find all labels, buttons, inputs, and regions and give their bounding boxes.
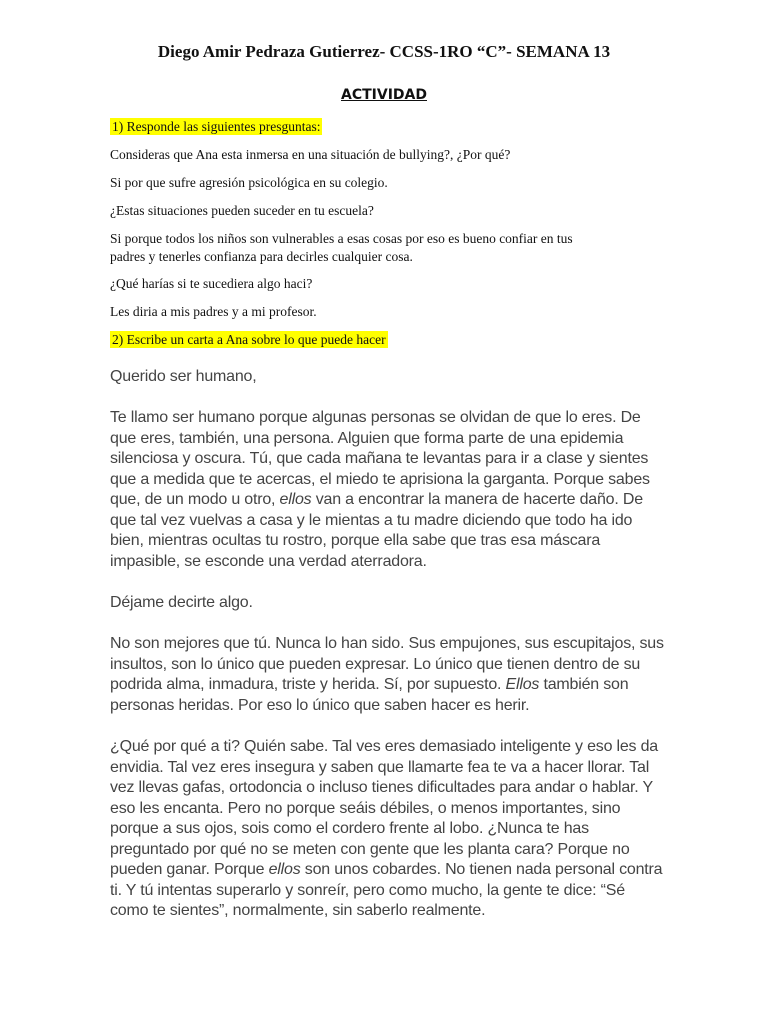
text-line: insultos, son lo único que pueden expresar. Lo único que tienen dentro de su: [110, 655, 641, 673]
text-run: podrida alma, inmadura, triste y herida. Sí, por supuesto.: [110, 676, 506, 693]
italic-word: ellos: [279, 491, 312, 508]
text-line: [110, 860, 670, 881]
text-run: son unos cobardes. No tienen nada personal contra: [300, 861, 663, 878]
text-line: silenciosa y oscura. Tú, que cada mañana te levantas para ir a clase y sientes: [110, 450, 649, 467]
letter-greeting: Querido ser humano,: [110, 368, 257, 385]
letter-paragraph-4: [110, 737, 670, 922]
document-header: Diego Amir Pedraza Gutierrez- CCSS-1RO “C”- SEMANA 13: [157, 42, 611, 61]
question-1: Consideras que Ana esta inmersa en una situación de bullying?, ¿Por qué?: [110, 147, 511, 162]
text-line: vez llevas gafas, ortodoncia o incluso tienes dificultades para andar o hablar. Y: [110, 779, 653, 796]
text-line: preguntado por qué no se meten con gente que les planta cara? Porque no: [110, 840, 630, 858]
italic-word: Ellos: [505, 676, 540, 693]
answer-2-line: padres y tenerles confianza para decirles cualquier cosa.: [110, 249, 413, 264]
letter-paragraph-1: [110, 408, 670, 572]
text-line: bien, mientras ocultas tu rostro, porque ella sabe que tras esa máscara: [110, 532, 601, 549]
highlighted-heading: 2) Escribe un carta a Ana sobre lo que puede hacer: [112, 332, 386, 347]
text-line: envidia. Tal vez eres insegura y saben que llamarte fea te va a hacer llorar. Tal: [110, 758, 650, 776]
text-line: [110, 675, 670, 696]
text-line: que a medida que te acercas, el miedo te aprisiona la garganta. Porque sabes: [110, 470, 650, 488]
text-run: van a encontrar la manera de hacerte daño. De: [311, 491, 643, 508]
text-line: impasible, se esconde una verdad aterradora.: [110, 552, 427, 570]
answer-3: Les diria a mis padres y a mi profesor.: [110, 304, 317, 319]
answer-2-line: Si porque todos los niños son vulnerables a esas cosas por eso es bueno confiar en tus: [110, 231, 573, 246]
question-2: ¿Estas situaciones pueden suceder en tu escuela?: [110, 203, 374, 218]
text-line: ti. Y tú intentas superarlo y sonreír, pero como mucho, la gente te dice: “Sé: [110, 881, 625, 899]
text-line: No son mejores que tú. Nunca lo han sido. Sus empujones, sus escupitajos, sus: [110, 635, 664, 652]
text-line: Te llamo ser humano porque algunas personas se olvidan de que lo eres. De: [110, 409, 641, 426]
section-1-heading: [110, 118, 650, 136]
text-run: que, de un modo u otro,: [110, 491, 280, 508]
answer-2: [110, 230, 650, 266]
answer-1: Si por que sufre agresión psicológica en su colegio.: [110, 175, 388, 190]
italic-word: ellos: [268, 861, 301, 878]
highlighted-heading: 1) Responde las siguientes presguntas:: [112, 119, 321, 134]
text-line: [110, 490, 670, 511]
letter-paragraph-2: Déjame decirte algo.: [110, 594, 253, 611]
text-line: como te sientes”, normalmente, sin saberlo realmente.: [110, 902, 486, 919]
document-title: ACTIVIDAD: [341, 87, 427, 103]
text-line: porque a sus ojos, sois como el cordero frente al lobo. ¿Nunca te has: [110, 820, 589, 837]
text-run: también son: [539, 676, 629, 693]
text-line: ¿Qué por qué a ti? Quién sabe. Tal ves eres demasiado inteligente y eso les da: [110, 738, 659, 755]
question-3: ¿Qué harías si te sucediera algo haci?: [110, 276, 313, 291]
text-line: personas heridas. Por eso lo único que saben hacer es herir.: [110, 696, 530, 714]
letter-paragraph-3: [110, 634, 670, 716]
text-run: pueden ganar. Porque: [110, 861, 269, 878]
text-line: que eres, también, una persona. Alguien que forma parte de una epidemia: [110, 429, 624, 447]
text-line: que tal vez vuelvas a casa y le mientas a tu madre diciendo que todo ha ido: [110, 511, 633, 529]
section-2-heading: [110, 331, 650, 349]
text-line: eso les encanta. Pero no porque seáis débiles, o menos importantes, sino: [110, 799, 621, 817]
